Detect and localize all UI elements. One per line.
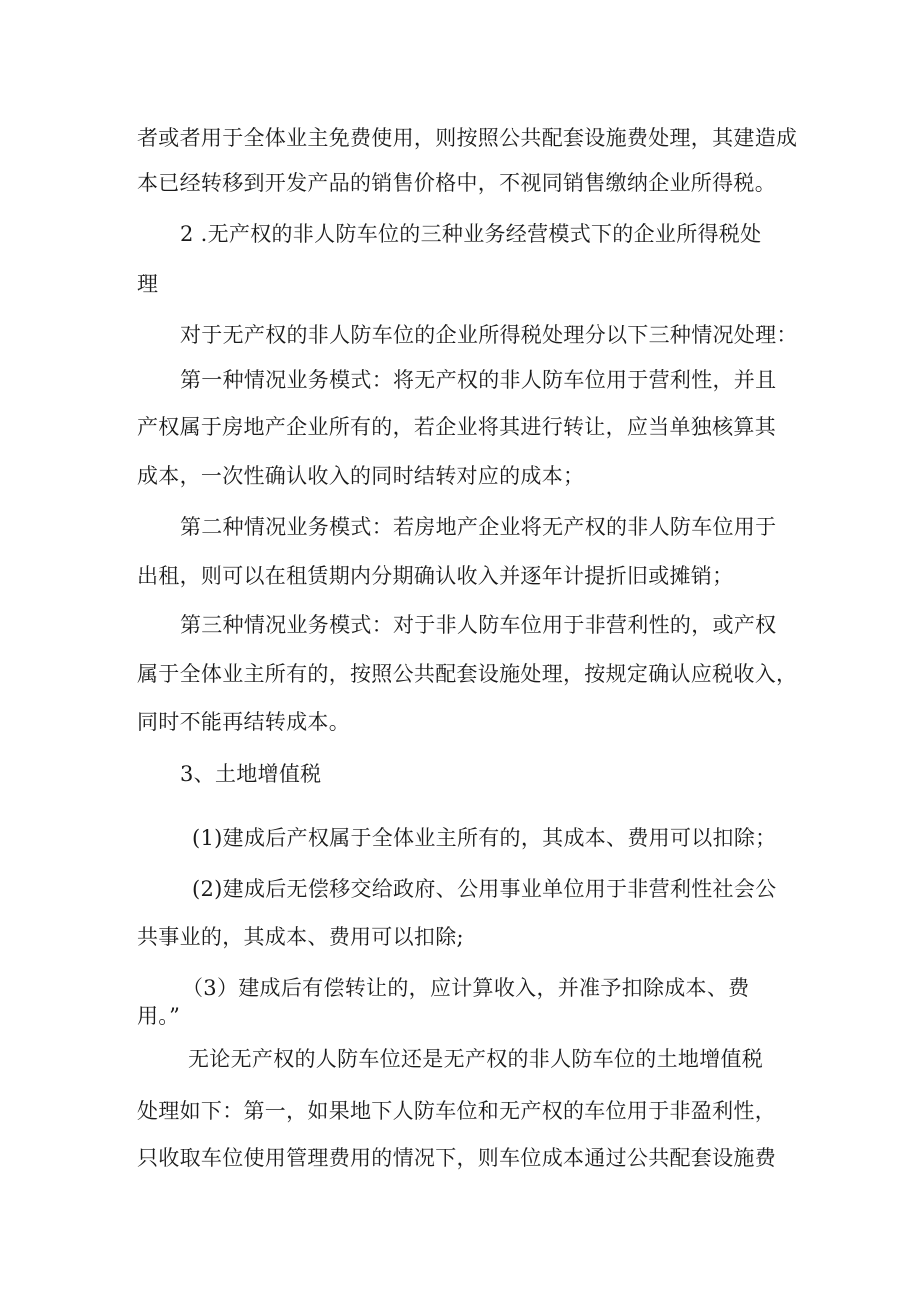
text-line: 无论无产权的人防车位还是无产权的非人防车位的土地增值税 <box>188 1047 764 1071</box>
text-line: 成本，一次性确认收入的同时结转对应的成本； <box>137 464 585 488</box>
text-line: 处理如下：第一，如果地下人防车位和无产权的车位用于非盈利性， <box>137 1099 776 1123</box>
text-line: 理 <box>137 272 159 296</box>
text-line: 用。” <box>137 1004 181 1028</box>
text-line: 共事业的，其成本、费用可以扣除; <box>137 925 464 949</box>
text-line: 只收取车位使用管理费用的情况下，则车位成本通过公共配套设施费 <box>137 1146 776 1170</box>
text-line: （3）建成后有偿转让的，应计算收入，并准予扣除成本、费 <box>182 976 750 1000</box>
text-line: 2 .无产权的非人防车位的三种业务经营模式下的企业所得税处 <box>180 222 762 246</box>
text-line: (1)建成后产权属于全体业主所有的，其成本、费用可以扣除； <box>192 826 777 850</box>
text-line: (2)建成后无偿移交给政府、公用事业单位用于非营利性社会公 <box>192 877 777 901</box>
text-line: 第二种情况业务模式：若房地产企业将无产权的非人防车位用于 <box>180 515 777 539</box>
text-line: 对于无产权的非人防车位的企业所得税处理分以下三种情况处理： <box>180 323 798 347</box>
text-line: 出租，则可以在租赁期内分期确认收入并逐年计提折旧或摊销； <box>137 564 734 588</box>
section-heading: 3、土地增值税 <box>180 762 322 786</box>
text-line: 同时不能再结转成本。 <box>137 710 350 734</box>
text-line: 属于全体业主所有的，按照公共配套设施处理，按规定确认应税收入， <box>137 662 798 686</box>
text-line: 第三种情况业务模式：对于非人防车位用于非营利性的，或产权 <box>180 613 777 637</box>
text-line: 本已经转移到开发产品的销售价格中，不视同销售缴纳企业所得税。 <box>137 171 776 195</box>
text-line: 第一种情况业务模式：将无产权的非人防车位用于营利性，并且 <box>180 368 777 392</box>
text-line: 产权属于房地产企业所有的，若企业将其进行转让，应当单独核算其 <box>137 415 776 439</box>
text-line: 者或者用于全体业主免费使用，则按照公共配套设施费处理，其建造成 <box>137 126 798 150</box>
